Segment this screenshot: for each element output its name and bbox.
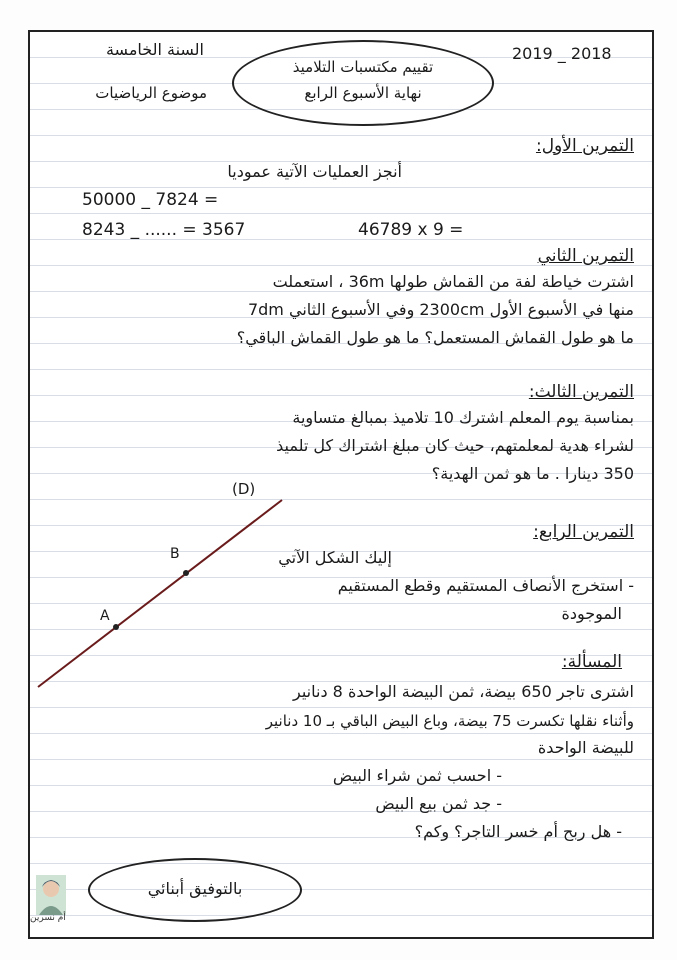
- exercise-4-line-3: الموجودة: [561, 604, 622, 623]
- author-caption: أم نسرين: [30, 913, 66, 923]
- closing-cloud: [88, 858, 302, 922]
- point-b-dot: [183, 570, 189, 576]
- subject-label: موضوع الرياضيات: [95, 84, 207, 102]
- author-portrait-icon: [36, 875, 66, 915]
- closing-message: بالتوفيق أبنائي: [147, 879, 243, 898]
- line-d-label: (D): [232, 480, 256, 498]
- operation-subtraction-1: 50000 _ 7824 =: [82, 190, 219, 210]
- exercise-3-line-3: 350 دينارا . ما هو ثمن الهدية؟: [431, 464, 634, 483]
- title-line-1: تقييم مكتسبات التلاميذ: [292, 58, 434, 76]
- problem-question-2: - جد ثمن بيع البيض: [375, 794, 502, 813]
- exercise-2-line-2: منها في الأسبوع الأول 2300cm وفي الأسبوع الثاني 7dm: [247, 300, 634, 319]
- operation-missing-term: 8243 _ ...... = 3567: [82, 220, 246, 240]
- point-b-label: B: [170, 546, 180, 562]
- exercise-3-line-1: بمناسبة يوم المعلم اشترك 10 تلاميذ بمبالغ متساوية: [292, 408, 634, 427]
- problem-question-1: - احسب ثمن شراء البيض: [332, 766, 502, 785]
- exercise-1-title: التمرين الأول:: [535, 136, 634, 156]
- exercise-4-line-1: إليك الشكل الآتي: [278, 548, 392, 567]
- worksheet-sheet: [28, 30, 654, 939]
- point-a-dot: [113, 624, 119, 630]
- exercise-2-line-1: اشترت خياطة لفة من القماش طولها 36m ، استعملت: [272, 272, 634, 291]
- problem-line-1: اشترى تاجر 650 بيضة، ثمن البيضة الواحدة 8 دنانير: [293, 682, 634, 701]
- exercise-3-title: التمرين الثالث:: [528, 382, 634, 402]
- title-line-2: نهاية الأسبوع الرابع: [304, 84, 422, 102]
- line-d: [38, 500, 282, 687]
- problem-line-3: للبيضة الواحدة: [537, 738, 634, 757]
- grade-label: السنة الخامسة: [105, 40, 204, 59]
- exercise-4-title: التمرين الرابع:: [533, 522, 634, 542]
- line-figure: [30, 32, 652, 937]
- exercise-1-instruction: أنجز العمليات الآتية عموديا: [227, 162, 402, 181]
- problem-question-3: - هل ربح أم خسر التاجر؟ وكم؟: [414, 822, 622, 841]
- exercise-2-line-3: ما هو طول القماش المستعمل؟ ما هو طول القماش الباقي؟: [236, 328, 634, 347]
- point-a-label: A: [100, 608, 110, 624]
- exercise-4-line-2: - استخرج الأنصاف المستقيم وقطع المستقيم: [337, 576, 634, 595]
- problem-title: المسألة:: [561, 652, 622, 672]
- problem-line-2: وأثناء نقلها تكسرت 75 بيضة، وباع البيض الباقي بـ 10 دنانير: [265, 712, 634, 730]
- exercise-3-line-2: لشراء هدية لمعلمتهم، حيث كان مبلغ اشتراك كل تلميذ: [276, 436, 634, 455]
- school-year: 2019 _ 2018: [512, 44, 612, 63]
- operation-multiplication: 46789 x 9 =: [358, 220, 464, 240]
- exercise-2-title: التمرين الثاني: [537, 246, 634, 266]
